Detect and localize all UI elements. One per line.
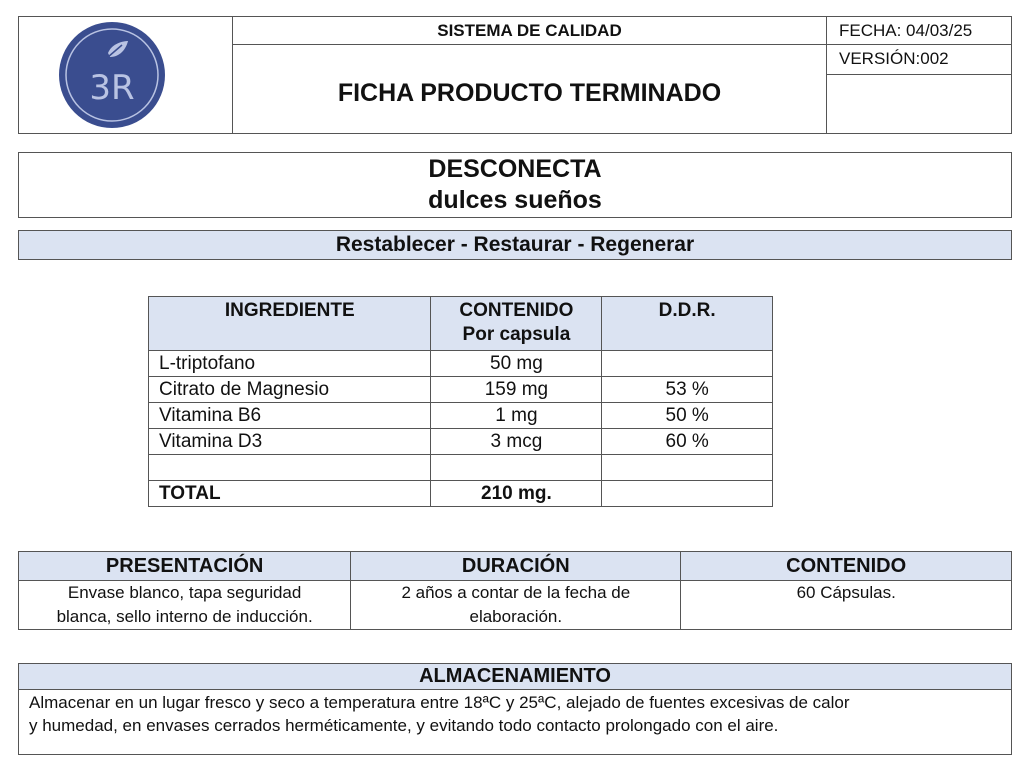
ingredient-name: L-triptofano <box>149 351 431 377</box>
duration-line1: 2 años a contar de la fecha de <box>401 583 631 602</box>
ingredient-name <box>149 455 431 481</box>
ingredient-name: Citrato de Magnesio <box>149 377 431 403</box>
header-presentation: PRESENTACIÓN <box>19 552 351 581</box>
duration-line2: elaboración. <box>469 607 563 626</box>
date-field: FECHA: 04/03/25 <box>827 17 1011 45</box>
presentation-row <box>19 581 1012 630</box>
header-ingredient: INGREDIENTE <box>149 297 431 351</box>
presentation-line1: Envase blanco, tapa seguridad <box>67 583 302 602</box>
ingredient-ddr: 60 % <box>602 429 773 455</box>
duration-cell <box>351 581 681 630</box>
table-row <box>149 403 773 429</box>
storage-title: ALMACENAMIENTO <box>18 663 1012 690</box>
storage-text <box>18 689 1012 755</box>
blank-meta-cell <box>827 75 1011 133</box>
ingredient-ddr <box>602 351 773 377</box>
storage-text-line1: Almacenar en un lugar fresco y seco a temperatura entre 18ªC y 25ªC, alejado de fuentes excesivas de calor <box>29 693 850 712</box>
storage-text-line2: y humedad, en envases cerrados herméticamente, y evitando todo contacto prolongado con el aire. <box>29 716 779 735</box>
version-field: VERSIÓN:002 <box>827 45 1011 75</box>
ingredient-ddr <box>602 455 773 481</box>
table-row <box>149 377 773 403</box>
ingredient-amount: 50 mg <box>431 351 602 377</box>
ingredient-name: Vitamina D3 <box>149 429 431 455</box>
header-content <box>431 297 602 351</box>
presentation-line2: blanca, sello interno de inducción. <box>56 607 313 626</box>
system-title: SISTEMA DE CALIDAD <box>233 17 827 45</box>
ingredients-table <box>148 296 773 507</box>
total-amount: 210 mg. <box>431 481 602 507</box>
ingredient-name: Vitamina B6 <box>149 403 431 429</box>
ingredient-amount: 159 mg <box>431 377 602 403</box>
header-content: CONTENIDO <box>681 552 1012 581</box>
presentation-table <box>18 551 1012 630</box>
product-subtitle: dulces sueños <box>428 186 602 214</box>
product-tagline: Restablecer - Restaurar - Regenerar <box>18 230 1012 260</box>
product-title-box <box>18 152 1012 218</box>
ingredient-ddr: 53 % <box>602 377 773 403</box>
ingredient-amount <box>431 455 602 481</box>
document-title: FICHA PRODUCTO TERMINADO <box>233 45 827 133</box>
total-ddr <box>602 481 773 507</box>
table-row <box>149 429 773 455</box>
table-row-empty <box>149 455 773 481</box>
header-ddr: D.D.R. <box>602 297 773 351</box>
total-row <box>149 481 773 507</box>
company-logo <box>56 21 168 129</box>
content-cell: 60 Cápsulas. <box>681 581 1012 630</box>
total-label: TOTAL <box>149 481 431 507</box>
header-duration: DURACIÓN <box>351 552 681 581</box>
document-header <box>18 16 1012 134</box>
ingredient-amount: 3 mcg <box>431 429 602 455</box>
presentation-header-row <box>19 552 1012 581</box>
presentation-cell <box>19 581 351 630</box>
ingredient-ddr: 50 % <box>602 403 773 429</box>
ingredient-amount: 1 mg <box>431 403 602 429</box>
table-row <box>149 351 773 377</box>
header-content-line2: Por capsula <box>462 324 571 345</box>
logo-text: 3R <box>89 68 135 108</box>
header-content-line1: CONTENIDO <box>459 300 574 321</box>
logo-cell <box>19 17 233 133</box>
table-header-row <box>149 297 773 351</box>
product-name: DESCONECTA <box>428 155 602 183</box>
